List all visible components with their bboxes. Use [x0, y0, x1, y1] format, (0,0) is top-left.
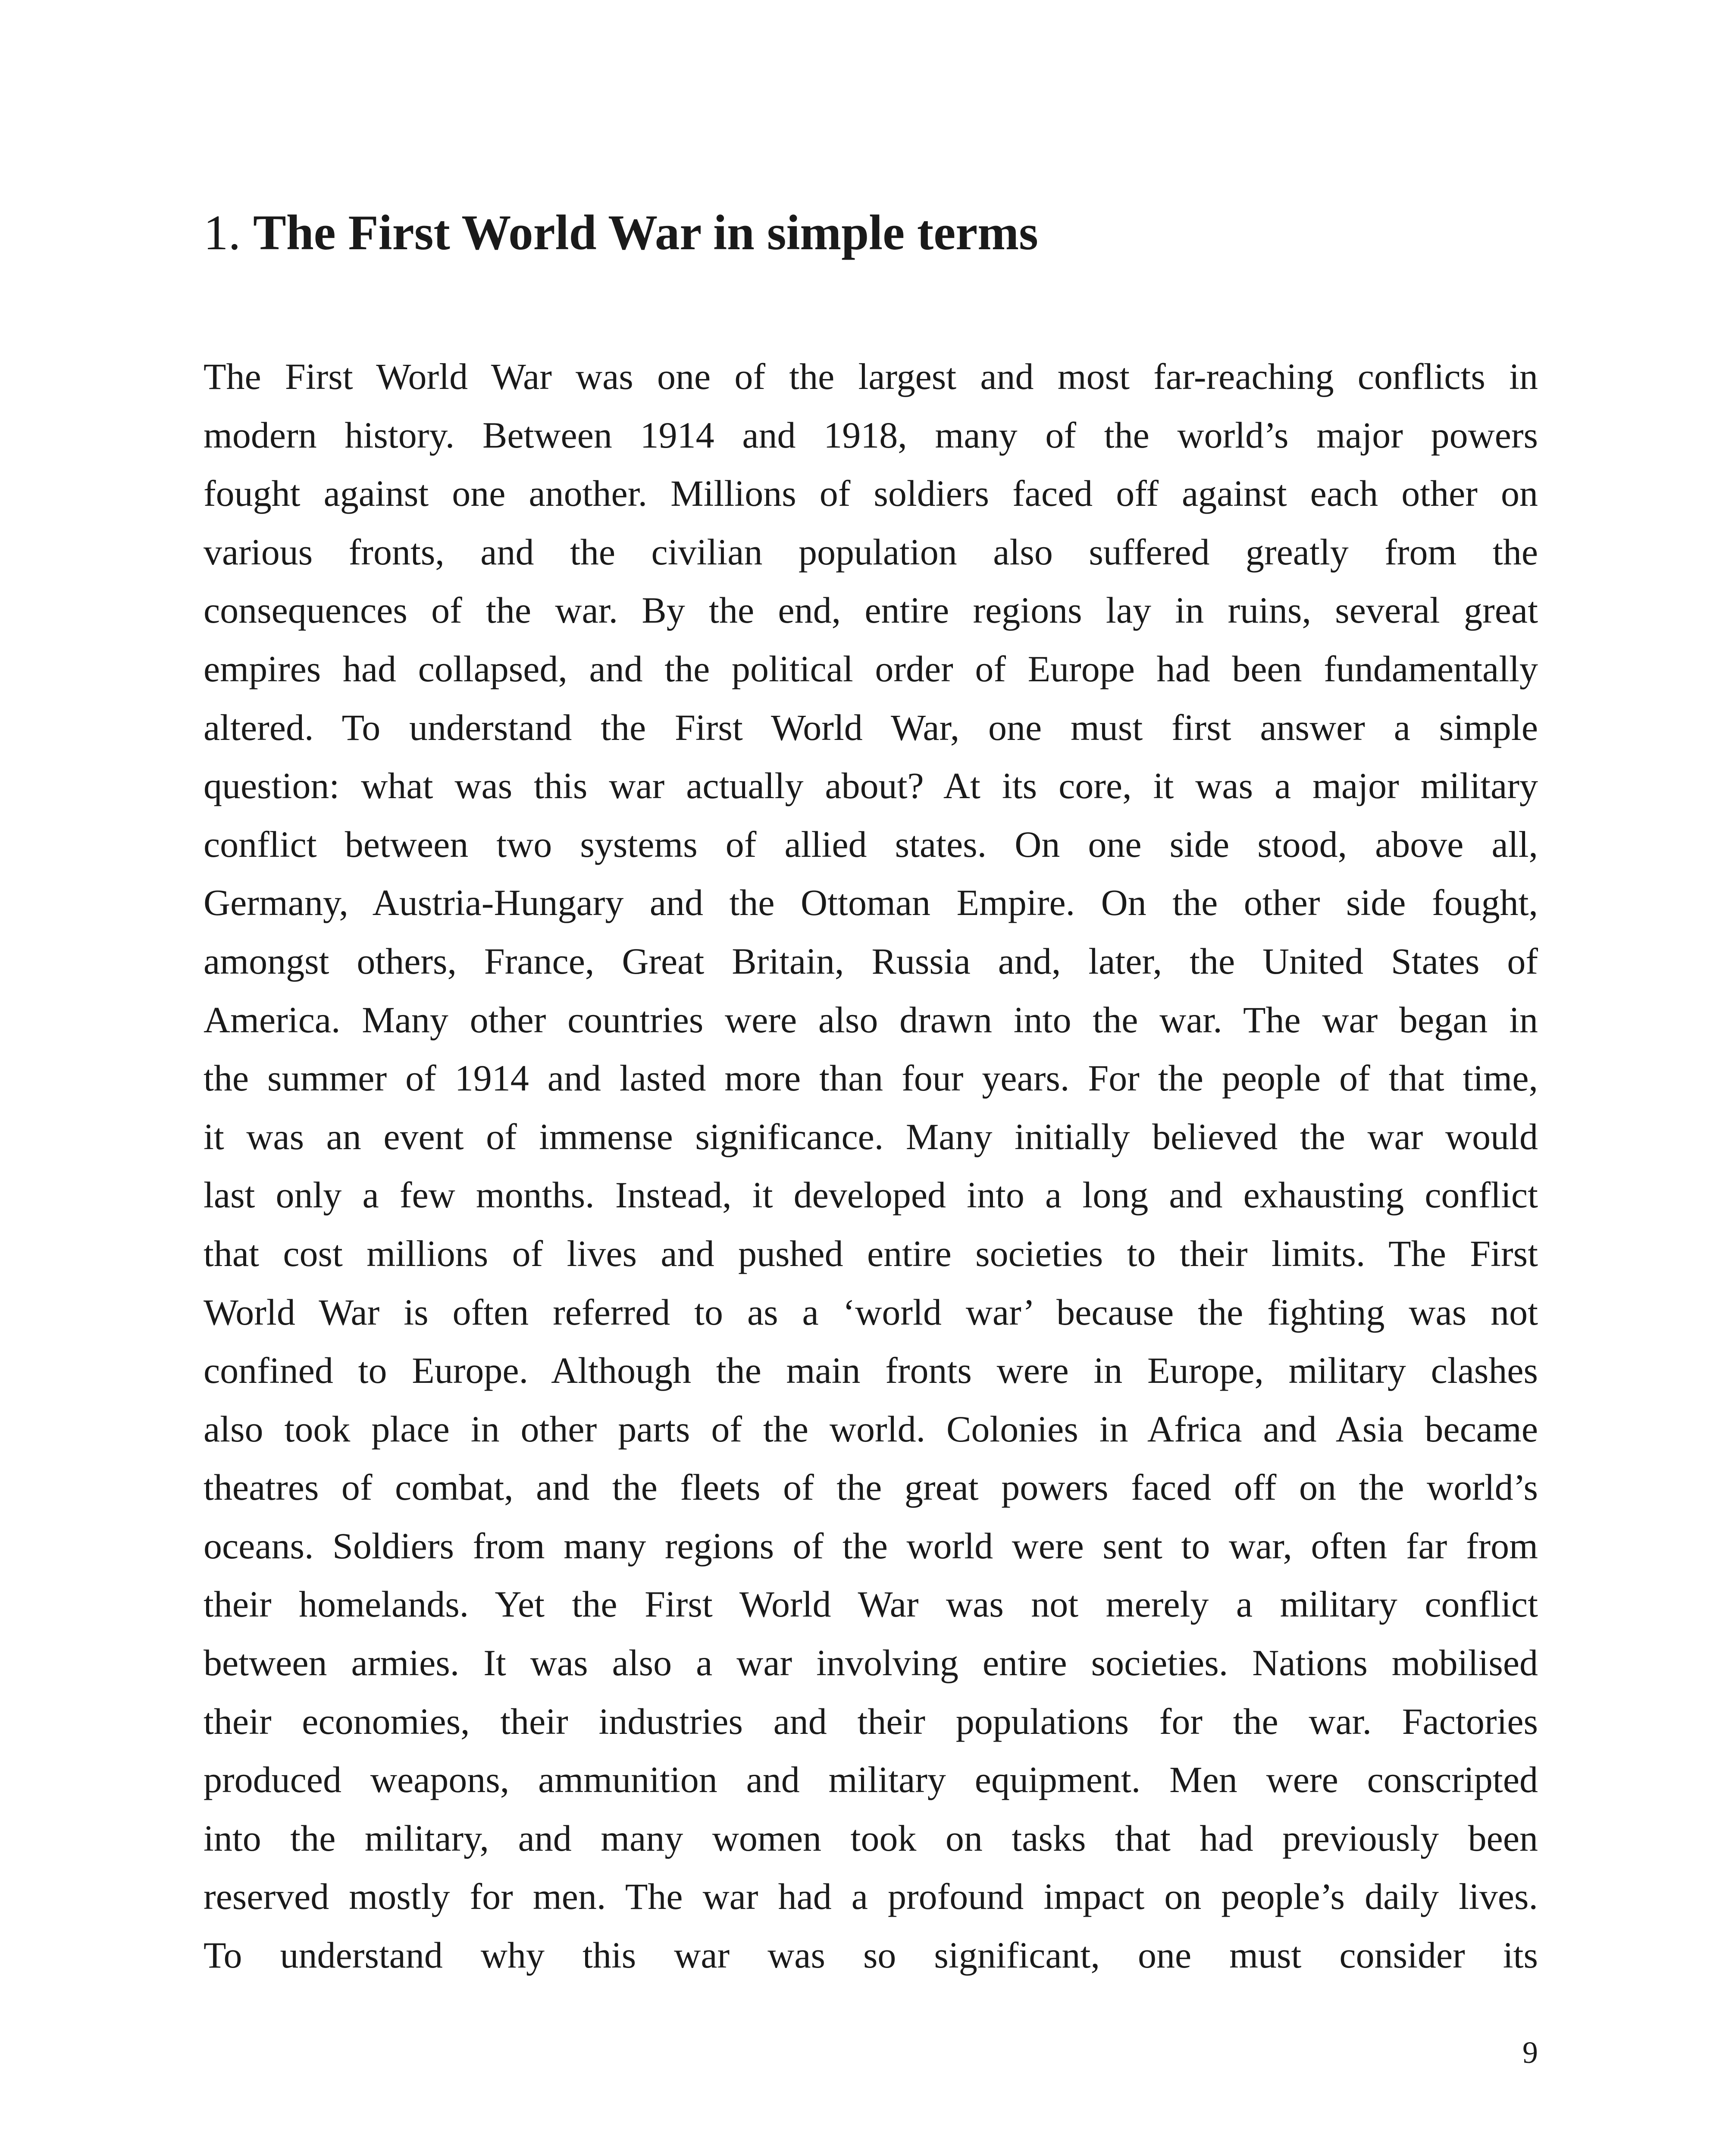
text-line: oceans. Soldiers from many regions of the world were sent to war, often far from	[204, 1525, 1538, 1567]
text-line: World War is often referred to as a ‘world war’ because the fighting was not	[204, 1291, 1538, 1333]
text-line: modern history. Between 1914 and 1918, many of the world’s major powers	[204, 414, 1538, 456]
text-line: produced weapons, ammunition and military equipment. Men were conscripted	[204, 1759, 1538, 1801]
text-line: amongst others, France, Great Britain, Russia and, later, the United States of	[204, 940, 1538, 982]
text-line: last only a few months. Instead, it developed into a long and exhausting conflict	[204, 1174, 1538, 1216]
text-line: question: what was this war actually about? At its core, it was a major military	[204, 765, 1538, 807]
chapter-title: The First World War in simple terms	[253, 205, 1038, 260]
text-line: confined to Europe. Although the main fronts were in Europe, military clashes	[204, 1350, 1538, 1391]
text-line: empires had collapsed, and the political order of Europe had been fundamentally	[204, 648, 1538, 689]
text-line: altered. To understand the First World War, one must first answer a simple	[204, 706, 1538, 748]
text-line: Germany, Austria-Hungary and the Ottoman Empire. On the other side fought,	[204, 882, 1538, 924]
chapter-number: 1.	[204, 205, 241, 260]
text-line: fought against one another. Millions of soldiers faced off against each other on	[204, 473, 1538, 514]
text-line: To understand why this war was so significant, one must consider its	[204, 1934, 1538, 1976]
text-line: their economies, their industries and their populations for the war. Factories	[204, 1700, 1538, 1742]
text-line: theatres of combat, and the fleets of the great powers faced off on the world’s	[204, 1467, 1538, 1508]
text-line: the summer of 1914 and lasted more than four years. For the people of that time,	[204, 1057, 1538, 1099]
text-line: that cost millions of lives and pushed entire societies to their limits. The First	[204, 1232, 1538, 1274]
text-line: America. Many other countries were also drawn into the war. The war began in	[204, 999, 1538, 1040]
text-line: various fronts, and the civilian population also suffered greatly from the	[204, 531, 1538, 573]
text-line: consequences of the war. By the end, entire regions lay in ruins, several great	[204, 589, 1538, 631]
text-line: their homelands. Yet the First World War was not merely a military conflict	[204, 1583, 1538, 1625]
text-line: between armies. It was also a war involving entire societies. Nations mobilised	[204, 1642, 1538, 1684]
text-line: reserved mostly for men. The war had a profound impact on people’s daily lives.	[204, 1876, 1538, 1918]
text-line: into the military, and many women took on tasks that had previously been	[204, 1817, 1538, 1859]
text-line: The First World War was one of the largest and most far-reaching conflicts in	[204, 356, 1538, 397]
chapter-heading	[204, 203, 1038, 263]
body-paragraph	[204, 348, 1538, 1985]
text-line: conflict between two systems of allied states. On one side stood, above all,	[204, 823, 1538, 865]
page-number: 9	[1522, 2035, 1538, 2070]
text-line: also took place in other parts of the world. Colonies in Africa and Asia became	[204, 1408, 1538, 1450]
text-line: it was an event of immense significance. Many initially believed the war would	[204, 1116, 1538, 1157]
